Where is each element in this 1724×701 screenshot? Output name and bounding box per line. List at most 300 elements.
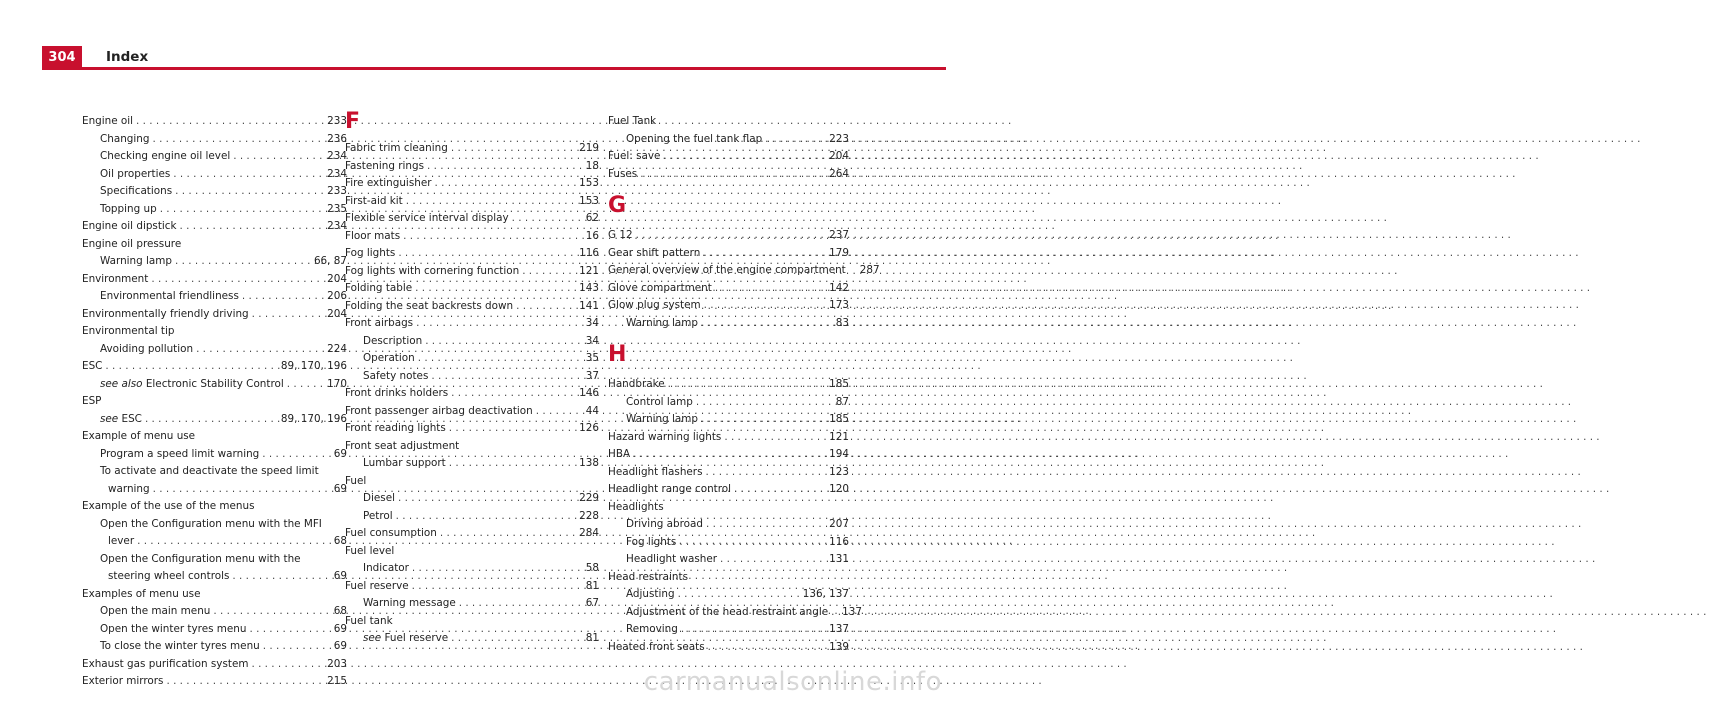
entry-text bbox=[345, 385, 448, 403]
entry-page-ref[interactable]: 34 bbox=[585, 334, 599, 347]
entry-text bbox=[82, 498, 255, 516]
index-entry bbox=[608, 394, 849, 412]
entry-text bbox=[608, 262, 846, 280]
dot-leader bbox=[449, 420, 576, 438]
entry-label: Fog lights bbox=[626, 535, 677, 548]
dot-leader bbox=[703, 245, 826, 263]
entry-text bbox=[100, 516, 322, 534]
entry-page-ref[interactable]: 89, 170, 196 bbox=[280, 412, 347, 425]
entry-label: ESC bbox=[82, 360, 103, 372]
entry-label: Oil properties bbox=[100, 167, 171, 180]
entry-text bbox=[100, 201, 157, 219]
entry-label: Exhaust gas purification system bbox=[82, 657, 249, 670]
entry-text bbox=[626, 621, 678, 639]
dot-leader bbox=[449, 455, 576, 473]
dot-leader bbox=[704, 297, 827, 315]
index-entry bbox=[82, 656, 347, 674]
entry-page-ref[interactable]: 131 bbox=[829, 553, 849, 565]
index-entry bbox=[345, 455, 599, 473]
dot-leader bbox=[734, 481, 826, 499]
entry-page-ref[interactable]: 120 bbox=[829, 483, 849, 495]
section-letter: F bbox=[345, 109, 361, 134]
dot-leader bbox=[451, 140, 576, 158]
entry-text bbox=[345, 228, 400, 246]
dot-leader bbox=[137, 533, 331, 551]
entry-label: Fastening rings bbox=[345, 159, 424, 172]
entry-label: Environmental friendliness bbox=[100, 290, 239, 302]
page-number-badge: 304 bbox=[42, 46, 82, 70]
entry-page-ref[interactable]: 121 bbox=[829, 430, 849, 443]
entry-text bbox=[363, 508, 393, 526]
entry-text bbox=[82, 271, 148, 289]
dot-leader bbox=[701, 315, 833, 333]
entry-page-ref[interactable]: 44 bbox=[585, 404, 599, 417]
entry-page-ref[interactable]: 229 bbox=[579, 492, 599, 504]
dot-leader bbox=[160, 201, 324, 219]
dot-leader bbox=[180, 218, 325, 236]
entry-text bbox=[608, 113, 656, 131]
entry-page-ref[interactable]: 123 bbox=[829, 465, 849, 478]
index-entry bbox=[608, 227, 849, 245]
entry-page-ref[interactable]: 137 bbox=[829, 623, 849, 635]
entry-page-ref[interactable]: 223 bbox=[829, 132, 849, 145]
entry-label: Example of the use of the menus bbox=[82, 500, 255, 512]
entry-page-ref[interactable]: 203 bbox=[327, 657, 347, 670]
dot-leader bbox=[431, 368, 582, 386]
index-entry bbox=[345, 630, 599, 648]
entry-label: Folding the seat backrests down bbox=[345, 299, 514, 312]
entry-text bbox=[363, 560, 409, 578]
entry-page-ref[interactable]: 139 bbox=[829, 640, 849, 653]
entry-page-ref[interactable]: 153 bbox=[579, 177, 599, 189]
entry-page-ref[interactable]: 68 bbox=[333, 605, 347, 617]
entry-page-ref[interactable]: 69 bbox=[333, 447, 347, 460]
dot-leader bbox=[145, 411, 278, 429]
entry-text bbox=[82, 358, 102, 376]
index-entry bbox=[345, 350, 599, 368]
header-rule bbox=[82, 67, 946, 70]
entry-label: Examples of menu use bbox=[82, 587, 201, 600]
dot-leader bbox=[536, 403, 583, 421]
entry-text bbox=[608, 569, 688, 587]
entry-text bbox=[608, 280, 712, 298]
entry-label: Gear shift pattern bbox=[608, 246, 701, 259]
entry-label: steering wheel controls bbox=[108, 570, 230, 582]
entry-text bbox=[345, 473, 366, 491]
entry-page-ref[interactable]: 153 bbox=[579, 194, 599, 207]
dot-leader bbox=[213, 603, 330, 621]
entry-text bbox=[100, 341, 193, 359]
entry-page-ref[interactable]: 126 bbox=[579, 422, 599, 434]
entry-label: Engine oil dipstick bbox=[82, 220, 177, 232]
index-entry bbox=[82, 428, 347, 446]
entry-page-ref[interactable]: 235 bbox=[327, 202, 347, 215]
dot-leader bbox=[263, 638, 331, 656]
entry-see-prefix: see bbox=[100, 412, 119, 425]
entry-text bbox=[82, 323, 174, 341]
entry-label: Opening the fuel tank flap bbox=[626, 132, 763, 145]
entry-label: General overview of the engine compartment bbox=[608, 264, 846, 276]
dot-leader bbox=[678, 586, 800, 604]
index-entry bbox=[345, 175, 599, 193]
entry-text bbox=[100, 131, 149, 149]
entry-page-ref[interactable]: 141 bbox=[579, 299, 599, 312]
entry-label: Example of menu use bbox=[82, 430, 196, 442]
entry-text bbox=[345, 193, 403, 211]
entry-text bbox=[608, 376, 665, 394]
entry-page-ref[interactable]: 170 bbox=[327, 377, 347, 390]
entry-text bbox=[100, 551, 301, 569]
dot-leader bbox=[175, 183, 324, 201]
entry-label: Warning message bbox=[363, 597, 456, 609]
dot-leader bbox=[398, 490, 576, 508]
entry-text bbox=[345, 315, 413, 333]
entry-page-ref[interactable]: 137 bbox=[842, 605, 862, 618]
index-entry bbox=[82, 393, 347, 411]
entry-page-ref[interactable]: 264 bbox=[829, 167, 849, 180]
index-entry bbox=[82, 131, 347, 149]
section-letter: G bbox=[608, 192, 627, 218]
index-column-1 bbox=[82, 113, 347, 691]
entry-page-ref[interactable]: 16 bbox=[585, 229, 599, 242]
entry-page-ref[interactable]: 185 bbox=[829, 413, 849, 425]
entry-label: To activate and deactivate the speed limit bbox=[100, 465, 319, 477]
index-entry bbox=[82, 201, 347, 219]
entry-page-ref[interactable]: 146 bbox=[579, 387, 599, 399]
dot-leader bbox=[151, 271, 324, 289]
entry-label: warning bbox=[108, 482, 150, 495]
entry-page-ref[interactable]: 138 bbox=[579, 457, 599, 469]
index-entry bbox=[82, 253, 347, 271]
index-entry bbox=[82, 323, 347, 341]
entry-text bbox=[345, 420, 446, 438]
index-entry bbox=[345, 403, 599, 421]
entry-label: Description bbox=[363, 334, 423, 347]
dot-leader bbox=[434, 175, 576, 193]
entry-text bbox=[363, 595, 456, 613]
index-entry bbox=[82, 463, 347, 481]
index-entry bbox=[608, 499, 849, 517]
entry-page-ref[interactable]: 143 bbox=[579, 282, 599, 294]
index-entry bbox=[345, 368, 599, 386]
dot-leader bbox=[232, 568, 330, 586]
entry-page-ref[interactable]: 121 bbox=[579, 264, 599, 277]
entry-label: Headlight washer bbox=[626, 553, 718, 565]
entry-page-ref[interactable]: 194 bbox=[829, 448, 849, 460]
entry-page-ref[interactable]: 69 bbox=[333, 482, 347, 495]
entry-page-ref[interactable]: 37 bbox=[585, 369, 599, 382]
dot-leader bbox=[831, 604, 839, 622]
entry-page-ref[interactable]: 215 bbox=[327, 675, 347, 687]
entry-page-ref[interactable]: 83 bbox=[835, 316, 849, 329]
index-entry bbox=[608, 113, 849, 131]
entry-label: lever bbox=[108, 535, 135, 547]
dot-leader bbox=[708, 639, 827, 657]
entry-page-ref[interactable]: 219 bbox=[579, 142, 599, 154]
entry-see-prefix: see bbox=[363, 632, 382, 644]
entry-label: Fuel tank bbox=[345, 614, 393, 627]
index-entry bbox=[82, 533, 347, 551]
entry-label: First-aid kit bbox=[345, 194, 403, 207]
entry-page-ref[interactable]: 185 bbox=[829, 378, 849, 390]
entry-text bbox=[626, 516, 703, 534]
entry-page-ref[interactable]: 58 bbox=[585, 562, 599, 574]
entry-text bbox=[108, 533, 134, 551]
entry-label: Safety notes bbox=[363, 369, 429, 382]
entry-label: Engine oil bbox=[82, 115, 134, 127]
dot-leader bbox=[640, 166, 826, 184]
entry-text bbox=[345, 263, 519, 281]
entry-page-ref[interactable]: 68 bbox=[333, 535, 347, 547]
entry-text bbox=[82, 673, 163, 691]
index-entry bbox=[82, 603, 347, 621]
entry-page-ref[interactable]: 206 bbox=[327, 290, 347, 302]
index-entry bbox=[608, 604, 862, 622]
entry-page-ref[interactable]: 69 bbox=[333, 622, 347, 635]
entry-text bbox=[608, 148, 660, 166]
entry-text bbox=[626, 131, 762, 149]
entry-label: Fuel bbox=[345, 474, 367, 487]
page-header bbox=[0, 0, 960, 70]
entry-text bbox=[108, 481, 150, 499]
section-letter: H bbox=[608, 341, 627, 367]
index-entry bbox=[345, 560, 599, 578]
index-entry bbox=[608, 464, 849, 482]
index-entry bbox=[82, 183, 347, 201]
dot-leader bbox=[252, 306, 325, 324]
entry-page-ref[interactable]: 179 bbox=[829, 246, 849, 259]
entry-page-ref[interactable]: 69 bbox=[333, 640, 347, 652]
entry-text bbox=[608, 297, 701, 315]
entry-label: Fuses bbox=[608, 167, 638, 180]
entry-text bbox=[345, 140, 448, 158]
index-entry bbox=[345, 508, 599, 526]
entry-page-ref[interactable]: 234 bbox=[327, 150, 347, 162]
dot-leader bbox=[459, 595, 583, 613]
entry-page-ref[interactable]: 284 bbox=[579, 527, 599, 539]
entry-page-ref[interactable]: 233 bbox=[327, 185, 347, 197]
entry-text bbox=[82, 586, 201, 604]
index-entry bbox=[345, 228, 599, 246]
entry-label: Fabric trim cleaning bbox=[345, 142, 448, 154]
entry-page-ref[interactable]: 35 bbox=[585, 352, 599, 364]
entry-page-ref[interactable]: 204 bbox=[327, 272, 347, 285]
dot-leader bbox=[418, 350, 583, 368]
entry-text bbox=[82, 218, 177, 236]
entry-label: Fuel Tank bbox=[608, 115, 657, 127]
index-entry bbox=[608, 262, 880, 280]
entry-text bbox=[82, 236, 181, 254]
dot-leader bbox=[681, 621, 826, 639]
entry-label: Adjusting bbox=[626, 588, 675, 600]
entry-text bbox=[345, 525, 437, 543]
entry-label: Heated front seats bbox=[608, 640, 705, 653]
index-entry bbox=[345, 473, 599, 491]
index-entry bbox=[608, 376, 849, 394]
index-entry bbox=[82, 446, 347, 464]
index-entry bbox=[345, 525, 599, 543]
entry-label: Environmentally friendly driving bbox=[82, 307, 249, 320]
entry-page-ref[interactable]: 173 bbox=[829, 299, 849, 311]
entry-page-ref[interactable]: 234 bbox=[327, 220, 347, 232]
index-entry bbox=[608, 131, 849, 149]
entry-page-ref[interactable]: 116 bbox=[829, 535, 849, 548]
index-entry bbox=[82, 621, 347, 639]
entry-page-ref[interactable]: 116 bbox=[579, 247, 599, 259]
entry-text bbox=[626, 604, 828, 622]
entry-text bbox=[345, 280, 412, 298]
entry-text bbox=[345, 245, 395, 263]
index-entry bbox=[345, 613, 599, 631]
dot-leader bbox=[105, 358, 277, 376]
index-entry bbox=[82, 376, 347, 394]
dot-leader bbox=[196, 341, 324, 359]
entry-page-ref[interactable]: 69 bbox=[333, 570, 347, 582]
entry-label: Headlights bbox=[608, 500, 664, 513]
entry-text bbox=[345, 543, 394, 561]
index-entry bbox=[608, 280, 849, 298]
entry-text bbox=[363, 455, 446, 473]
index-entry bbox=[82, 236, 347, 254]
entry-text bbox=[100, 253, 172, 271]
entry-page-ref[interactable]: 89, 170, 196 bbox=[280, 360, 347, 372]
dot-leader bbox=[249, 621, 330, 639]
entry-label: Front airbags bbox=[345, 317, 414, 329]
page-title: Index bbox=[106, 49, 149, 65]
dot-leader bbox=[415, 280, 576, 298]
index-column-3 bbox=[608, 113, 880, 656]
entry-label: Fuel consumption bbox=[345, 527, 437, 539]
entry-text bbox=[100, 603, 210, 621]
dot-leader bbox=[136, 113, 324, 131]
entry-page-ref[interactable]: 234 bbox=[327, 167, 347, 180]
entry-page-ref[interactable]: 204 bbox=[829, 150, 849, 162]
index-entry bbox=[82, 148, 347, 166]
entry-page-ref[interactable]: 62 bbox=[585, 212, 599, 224]
entry-page-ref[interactable]: 142 bbox=[829, 281, 849, 294]
entry-label: Front seat adjustment bbox=[345, 439, 460, 452]
index-entry bbox=[608, 245, 849, 263]
entry-label: Specifications bbox=[100, 185, 173, 197]
entry-label: Warning lamp bbox=[626, 413, 698, 425]
dot-leader bbox=[262, 446, 330, 464]
entry-label: Open the main menu bbox=[100, 605, 211, 617]
index-entry bbox=[82, 358, 347, 376]
dot-leader bbox=[765, 131, 826, 149]
dot-leader bbox=[152, 131, 324, 149]
index-entry bbox=[345, 490, 599, 508]
entry-label: Program a speed limit warning bbox=[100, 447, 260, 460]
dot-leader bbox=[701, 411, 826, 429]
entry-page-ref[interactable]: 228 bbox=[579, 509, 599, 522]
entry-text bbox=[100, 411, 142, 429]
index-entry bbox=[82, 341, 347, 359]
index-entry bbox=[345, 210, 599, 228]
entry-page-ref[interactable]: 204 bbox=[327, 307, 347, 320]
entry-text bbox=[345, 613, 393, 631]
entry-label: Folding table bbox=[345, 282, 413, 294]
entry-label: Operation bbox=[363, 352, 415, 364]
entry-page-ref[interactable]: 81 bbox=[585, 632, 599, 644]
entry-page-ref[interactable]: 236 bbox=[327, 132, 347, 145]
entry-label: Fire extinguisher bbox=[345, 177, 432, 189]
entry-page-ref[interactable]: 207 bbox=[829, 518, 849, 530]
entry-label: Lumbar support bbox=[363, 457, 446, 469]
entry-label: G 12 bbox=[608, 229, 633, 241]
entry-label: Hazard warning lights bbox=[608, 430, 722, 443]
entry-text bbox=[100, 288, 239, 306]
dot-leader bbox=[522, 263, 576, 281]
index-entry bbox=[608, 315, 849, 333]
entry-page-ref[interactable]: 233 bbox=[327, 115, 347, 127]
entry-page-ref[interactable]: 224 bbox=[327, 342, 347, 355]
dot-leader bbox=[440, 525, 576, 543]
dot-leader bbox=[173, 166, 324, 184]
dot-leader bbox=[715, 280, 826, 298]
entry-page-ref[interactable]: 81 bbox=[585, 579, 599, 592]
entry-label: Avoiding pollution bbox=[100, 342, 194, 355]
dot-leader bbox=[242, 288, 324, 306]
entry-label: Head restraints bbox=[608, 570, 688, 583]
index-entry bbox=[345, 158, 599, 176]
entry-label: HBA bbox=[608, 448, 631, 460]
entry-label: ESC bbox=[121, 412, 142, 425]
dot-leader bbox=[427, 158, 583, 176]
entry-page-ref[interactable]: 18 bbox=[585, 159, 599, 172]
index-entry bbox=[345, 595, 599, 613]
entry-page-ref[interactable]: 237 bbox=[829, 229, 849, 241]
dot-leader bbox=[724, 429, 826, 447]
dot-leader bbox=[706, 516, 826, 534]
entry-page-ref[interactable]: 136, 137 bbox=[802, 588, 849, 600]
entry-label: Fuel reserve bbox=[345, 579, 409, 592]
dot-leader bbox=[636, 227, 827, 245]
entry-page-ref[interactable]: 287 bbox=[859, 264, 880, 276]
dot-leader bbox=[251, 656, 324, 674]
entry-text bbox=[100, 463, 319, 481]
entry-text bbox=[82, 428, 195, 446]
entry-label: Fuel reserve bbox=[384, 632, 449, 644]
entry-text bbox=[345, 158, 424, 176]
entry-label: Open the Configuration menu with the MFI bbox=[100, 517, 322, 530]
entry-page-ref[interactable]: 34 bbox=[585, 317, 599, 329]
index-entry bbox=[608, 166, 849, 184]
entry-label: Topping up bbox=[100, 202, 157, 215]
index-entry bbox=[82, 271, 347, 289]
dot-leader bbox=[512, 210, 583, 228]
entry-text bbox=[363, 350, 415, 368]
entry-page-ref[interactable]: 67 bbox=[585, 597, 599, 609]
entry-text bbox=[345, 438, 459, 456]
dot-leader bbox=[425, 333, 583, 351]
entry-label: Environment bbox=[82, 272, 149, 285]
index-entry bbox=[82, 288, 347, 306]
entry-text bbox=[626, 551, 717, 569]
index-entry bbox=[608, 148, 849, 166]
entry-text bbox=[626, 534, 676, 552]
entry-label: Driving abroad bbox=[626, 518, 704, 530]
dot-leader bbox=[166, 673, 324, 691]
entry-text bbox=[345, 175, 431, 193]
dot-leader bbox=[679, 534, 826, 552]
dot-leader bbox=[451, 630, 583, 648]
entry-text bbox=[626, 586, 675, 604]
entry-page-ref[interactable]: 66, 87 bbox=[313, 255, 347, 267]
index-entry bbox=[345, 438, 599, 456]
index-entry bbox=[608, 639, 849, 657]
entry-page-ref[interactable]: 87 bbox=[835, 395, 849, 408]
entry-text bbox=[608, 429, 721, 447]
